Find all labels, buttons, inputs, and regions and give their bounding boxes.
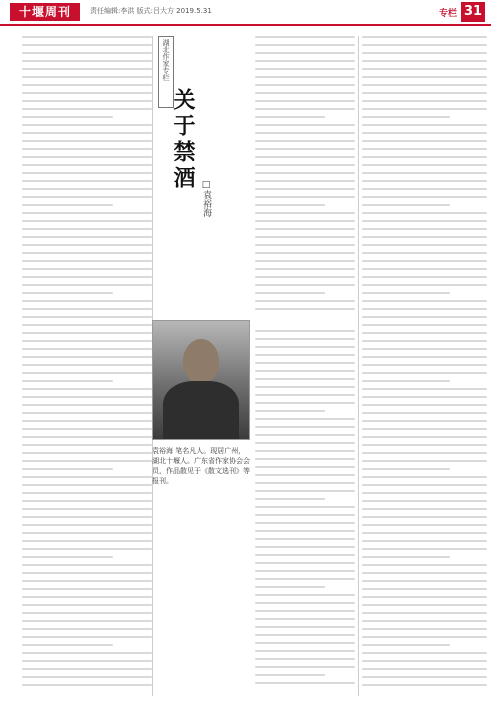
- page-header: [0, 0, 491, 26]
- text-line: [22, 324, 152, 326]
- text-line: [22, 36, 152, 38]
- text-line: [362, 596, 487, 598]
- text-line: [22, 620, 152, 622]
- text-line: [362, 204, 450, 206]
- text-line: [362, 44, 487, 46]
- text-line: [22, 316, 152, 318]
- text-line: [362, 308, 487, 310]
- text-line: [255, 442, 355, 444]
- text-line: [22, 84, 152, 86]
- text-line: [22, 140, 152, 142]
- text-line: [255, 458, 355, 460]
- text-line: [255, 292, 325, 294]
- text-line: [22, 532, 152, 534]
- text-line: [362, 612, 487, 614]
- text-line: [22, 580, 152, 582]
- text-line: [255, 538, 355, 540]
- text-line: [22, 108, 152, 110]
- text-line: [255, 172, 355, 174]
- text-line: [255, 386, 355, 388]
- text-line: [255, 618, 355, 620]
- text-line: [362, 284, 487, 286]
- text-line: [22, 148, 152, 150]
- text-line: [362, 604, 487, 606]
- column-divider: [358, 36, 359, 696]
- text-line: [22, 668, 152, 670]
- text-line: [362, 444, 487, 446]
- text-line: [362, 132, 487, 134]
- text-line: [22, 500, 152, 502]
- text-line: [255, 434, 355, 436]
- text-line: [22, 340, 152, 342]
- text-line: [362, 508, 487, 510]
- text-line: [255, 450, 355, 452]
- text-line: [362, 500, 487, 502]
- text-line: [362, 628, 487, 630]
- body-column-3: [362, 36, 487, 696]
- text-line: [22, 556, 113, 558]
- body-column-1: [22, 36, 152, 696]
- text-line: [255, 108, 355, 110]
- text-line: [255, 674, 325, 676]
- text-line: [22, 348, 152, 350]
- text-line: [255, 362, 355, 364]
- text-line: [362, 196, 487, 198]
- text-line: [255, 474, 355, 476]
- text-line: [362, 532, 487, 534]
- text-line: [362, 588, 487, 590]
- text-line: [362, 68, 487, 70]
- text-line: [22, 452, 152, 454]
- photo-subject-body: [163, 381, 239, 439]
- text-line: [255, 506, 355, 508]
- text-line: [22, 404, 152, 406]
- text-line: [22, 420, 152, 422]
- text-line: [22, 516, 152, 518]
- body-column-2-bottom: [255, 330, 355, 696]
- text-line: [362, 660, 487, 662]
- text-line: [362, 124, 487, 126]
- text-line: [22, 260, 152, 262]
- text-line: [362, 340, 487, 342]
- text-line: [362, 100, 487, 102]
- text-line: [22, 540, 152, 542]
- text-line: [255, 594, 355, 596]
- text-line: [255, 116, 325, 118]
- text-line: [255, 410, 325, 412]
- text-line: [255, 370, 355, 372]
- text-line: [22, 372, 152, 374]
- text-line: [22, 332, 152, 334]
- text-line: [255, 228, 355, 230]
- text-line: [362, 636, 487, 638]
- text-line: [255, 466, 355, 468]
- text-line: [255, 212, 355, 214]
- text-line: [362, 300, 487, 302]
- text-line: [22, 612, 152, 614]
- article-author: □袁裕海: [201, 180, 211, 217]
- text-line: [362, 380, 450, 382]
- text-line: [255, 354, 355, 356]
- text-line: [22, 212, 152, 214]
- text-line: [22, 364, 152, 366]
- text-line: [22, 604, 152, 606]
- text-line: [22, 172, 152, 174]
- text-line: [22, 60, 152, 62]
- text-line: [22, 572, 152, 574]
- text-line: [362, 620, 487, 622]
- text-line: [362, 172, 487, 174]
- text-line: [22, 180, 152, 182]
- text-line: [255, 188, 355, 190]
- text-line: [362, 140, 487, 142]
- text-line: [255, 418, 355, 420]
- text-line: [255, 586, 325, 588]
- text-line: [362, 212, 487, 214]
- text-line: [362, 164, 487, 166]
- text-line: [255, 196, 355, 198]
- text-line: [362, 268, 487, 270]
- photo-caption: 袁裕海 笔名凡人。现居广州，湖北十堰人。广东省作家协会会员，作品散见于《散文选刊》等报刊。: [152, 447, 250, 485]
- text-line: [255, 530, 355, 532]
- text-line: [255, 378, 355, 380]
- text-line: [22, 92, 152, 94]
- text-line: [255, 148, 355, 150]
- text-line: [22, 508, 152, 510]
- text-line: [362, 388, 487, 390]
- text-line: [22, 428, 152, 430]
- text-line: [22, 44, 152, 46]
- text-line: [255, 570, 355, 572]
- text-line: [362, 404, 487, 406]
- text-line: [22, 300, 152, 302]
- text-line: [362, 148, 487, 150]
- text-line: [22, 132, 152, 134]
- text-line: [255, 330, 355, 332]
- text-line: [255, 514, 355, 516]
- author-photo: [152, 320, 250, 440]
- text-line: [362, 316, 487, 318]
- text-line: [362, 228, 487, 230]
- text-line: [22, 412, 152, 414]
- text-line: [22, 588, 152, 590]
- text-line: [22, 492, 152, 494]
- text-line: [255, 244, 355, 246]
- text-line: [255, 36, 355, 38]
- photo-subject-head: [183, 339, 219, 383]
- text-line: [362, 156, 487, 158]
- text-line: [362, 436, 487, 438]
- text-line: [255, 546, 355, 548]
- text-line: [255, 236, 355, 238]
- text-line: [255, 124, 355, 126]
- text-line: [362, 324, 487, 326]
- text-line: [362, 276, 487, 278]
- text-line: [362, 548, 487, 550]
- text-line: [362, 260, 487, 262]
- text-line: [362, 36, 487, 38]
- text-line: [362, 652, 487, 654]
- text-line: [362, 492, 487, 494]
- text-line: [255, 346, 355, 348]
- text-line: [255, 602, 355, 604]
- text-line: [22, 100, 152, 102]
- text-line: [22, 684, 152, 686]
- text-line: [362, 572, 487, 574]
- text-line: [255, 268, 355, 270]
- text-line: [22, 652, 152, 654]
- text-line: [255, 164, 355, 166]
- header-meta: 责任编辑:李洪 版式:吕大方 2019.5.31: [90, 7, 212, 15]
- text-line: [22, 292, 113, 294]
- text-line: [362, 188, 487, 190]
- text-line: [22, 380, 113, 382]
- text-line: [255, 260, 355, 262]
- text-line: [22, 676, 152, 678]
- text-line: [362, 220, 487, 222]
- text-line: [362, 540, 487, 542]
- text-line: [362, 372, 487, 374]
- text-line: [255, 76, 355, 78]
- text-line: [362, 580, 487, 582]
- text-line: [22, 644, 113, 646]
- text-line: [22, 484, 152, 486]
- text-line: [255, 276, 355, 278]
- text-line: [22, 660, 152, 662]
- text-line: [255, 634, 355, 636]
- text-line: [255, 578, 355, 580]
- text-line: [22, 524, 152, 526]
- text-line: [255, 338, 355, 340]
- text-line: [255, 52, 355, 54]
- text-line: [22, 444, 152, 446]
- text-line: [362, 108, 487, 110]
- text-line: [362, 332, 487, 334]
- text-line: [22, 476, 152, 478]
- text-line: [362, 564, 487, 566]
- text-line: [22, 308, 152, 310]
- text-line: [255, 562, 355, 564]
- text-line: [362, 428, 487, 430]
- text-line: [362, 468, 450, 470]
- text-line: [255, 300, 355, 302]
- text-line: [362, 244, 487, 246]
- text-line: [362, 412, 487, 414]
- text-line: [22, 548, 152, 550]
- text-line: [22, 284, 152, 286]
- text-line: [22, 628, 152, 630]
- text-line: [22, 228, 152, 230]
- text-line: [22, 124, 152, 126]
- masthead: 十堰周刊: [10, 3, 80, 21]
- text-line: [255, 682, 355, 684]
- text-line: [22, 396, 152, 398]
- text-line: [22, 220, 152, 222]
- text-line: [255, 220, 355, 222]
- text-line: [255, 522, 355, 524]
- text-line: [255, 666, 355, 668]
- text-line: [22, 236, 152, 238]
- column-label: 湖北作家专栏: [162, 39, 170, 81]
- text-line: [255, 140, 355, 142]
- text-line: [255, 394, 355, 396]
- text-line: [255, 204, 325, 206]
- text-line: [362, 516, 487, 518]
- text-line: [362, 356, 487, 358]
- text-line: [362, 52, 487, 54]
- text-line: [255, 498, 325, 500]
- text-line: [255, 180, 355, 182]
- text-line: [362, 180, 487, 182]
- text-line: [22, 244, 152, 246]
- text-line: [22, 116, 113, 118]
- text-line: [362, 524, 487, 526]
- page-number: 31: [461, 2, 485, 22]
- text-line: [362, 556, 450, 558]
- text-line: [255, 610, 355, 612]
- text-line: [362, 396, 487, 398]
- text-line: [362, 684, 487, 686]
- text-line: [362, 364, 487, 366]
- text-line: [362, 484, 487, 486]
- text-line: [22, 68, 152, 70]
- text-line: [362, 292, 450, 294]
- text-line: [255, 44, 355, 46]
- text-line: [255, 402, 355, 404]
- text-line: [362, 668, 487, 670]
- text-line: [255, 252, 355, 254]
- text-line: [255, 650, 355, 652]
- text-line: [255, 658, 355, 660]
- text-line: [255, 482, 355, 484]
- text-line: [362, 460, 487, 462]
- text-line: [362, 476, 487, 478]
- text-line: [22, 76, 152, 78]
- text-line: [362, 84, 487, 86]
- text-line: [22, 388, 152, 390]
- text-line: [22, 52, 152, 54]
- text-line: [362, 116, 450, 118]
- text-line: [255, 156, 355, 158]
- text-line: [255, 84, 355, 86]
- body-column-2-top: [255, 36, 355, 316]
- text-line: [362, 76, 487, 78]
- text-line: [255, 68, 355, 70]
- text-line: [22, 164, 152, 166]
- section-label: 专栏: [438, 9, 457, 19]
- text-line: [362, 420, 487, 422]
- text-line: [22, 596, 152, 598]
- text-line: [22, 460, 152, 462]
- text-line: [255, 554, 355, 556]
- text-line: [362, 452, 487, 454]
- text-line: [255, 642, 355, 644]
- text-line: [362, 348, 487, 350]
- text-line: [22, 356, 152, 358]
- text-line: [22, 636, 152, 638]
- text-line: [362, 676, 487, 678]
- text-line: [255, 490, 355, 492]
- text-line: [22, 252, 152, 254]
- text-line: [362, 92, 487, 94]
- text-line: [255, 60, 355, 62]
- text-line: [22, 564, 152, 566]
- text-line: [255, 92, 355, 94]
- text-line: [255, 284, 355, 286]
- text-line: [22, 196, 152, 198]
- text-line: [22, 436, 152, 438]
- text-line: [22, 204, 113, 206]
- text-line: [362, 60, 487, 62]
- text-line: [22, 156, 152, 158]
- text-line: [362, 236, 487, 238]
- text-line: [362, 252, 487, 254]
- article-title: 关于禁酒: [170, 88, 196, 192]
- text-line: [22, 188, 152, 190]
- text-line: [255, 626, 355, 628]
- text-line: [22, 468, 113, 470]
- text-line: [255, 308, 355, 310]
- text-line: [255, 132, 355, 134]
- text-line: [255, 100, 355, 102]
- text-line: [362, 644, 450, 646]
- text-line: [22, 276, 152, 278]
- text-line: [22, 268, 152, 270]
- text-line: [255, 426, 355, 428]
